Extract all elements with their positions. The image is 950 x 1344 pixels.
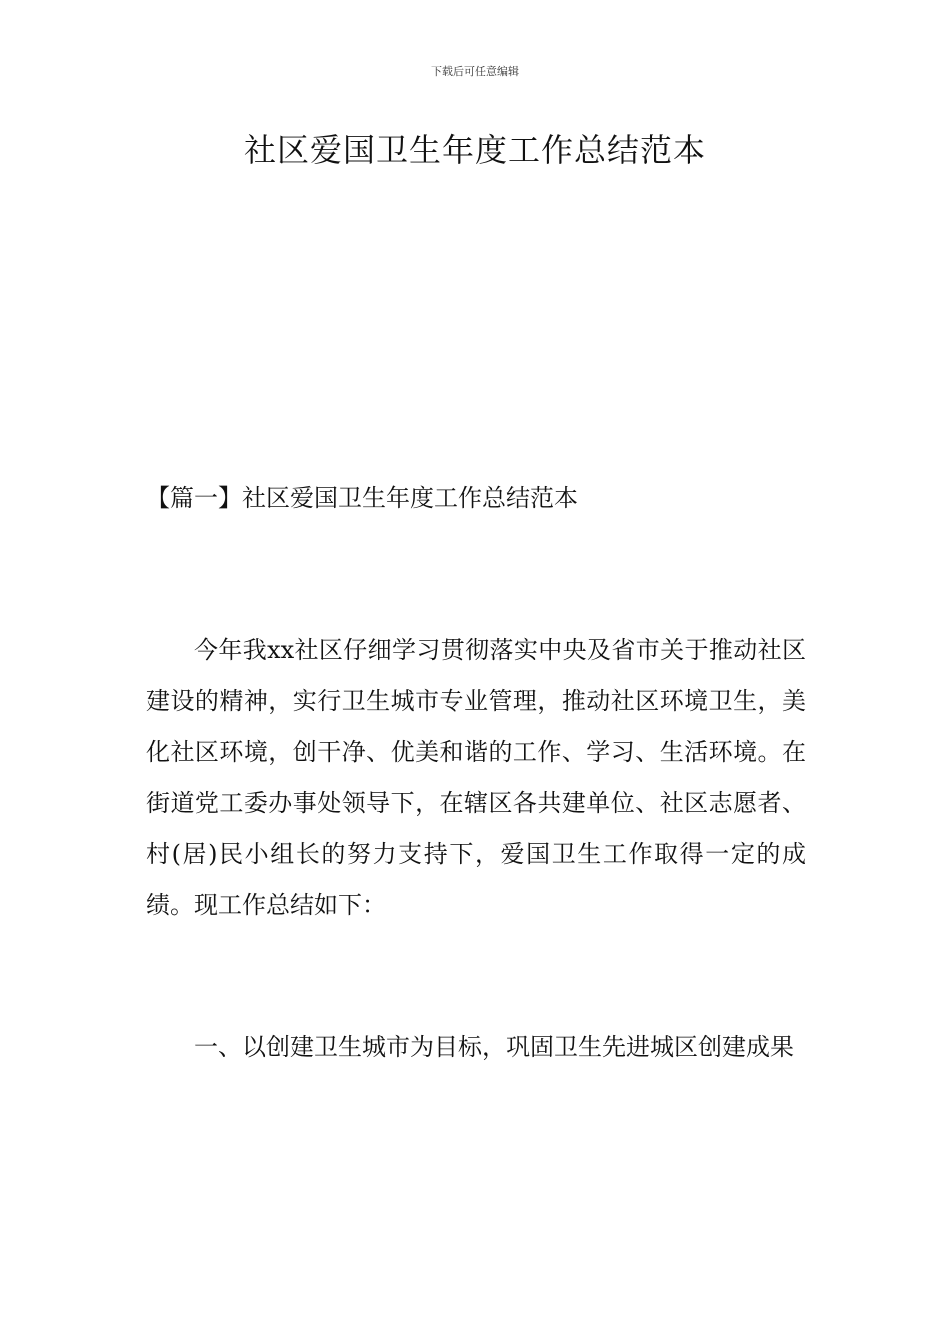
subsection-heading-paragraph: 一、以创建卫生城市为目标，巩固卫生先进城区创建成果 <box>194 1033 794 1061</box>
body-paragraph: 今年我xx社区仔细学习贯彻落实中央及省市关于推动社区建设的精神，实行卫生城市专业管理，推动社区环境卫生，美化社区环境，创干净、优美和谐的工作、学习、生活环境。在街道党工委办事处领导下，在辖区各共建单位、社区志愿者、村(居)民小组长的努力支持下，爱国卫生工作取得一定的成绩。现工作总结如下： <box>146 636 806 919</box>
header-note: 下载后可任意编辑 <box>431 65 519 78</box>
document-title: 社区爱国卫生年度工作总结范本 <box>243 131 706 169</box>
section-heading: 【篇一】社区爱国卫生年度工作总结范本 <box>146 484 578 512</box>
